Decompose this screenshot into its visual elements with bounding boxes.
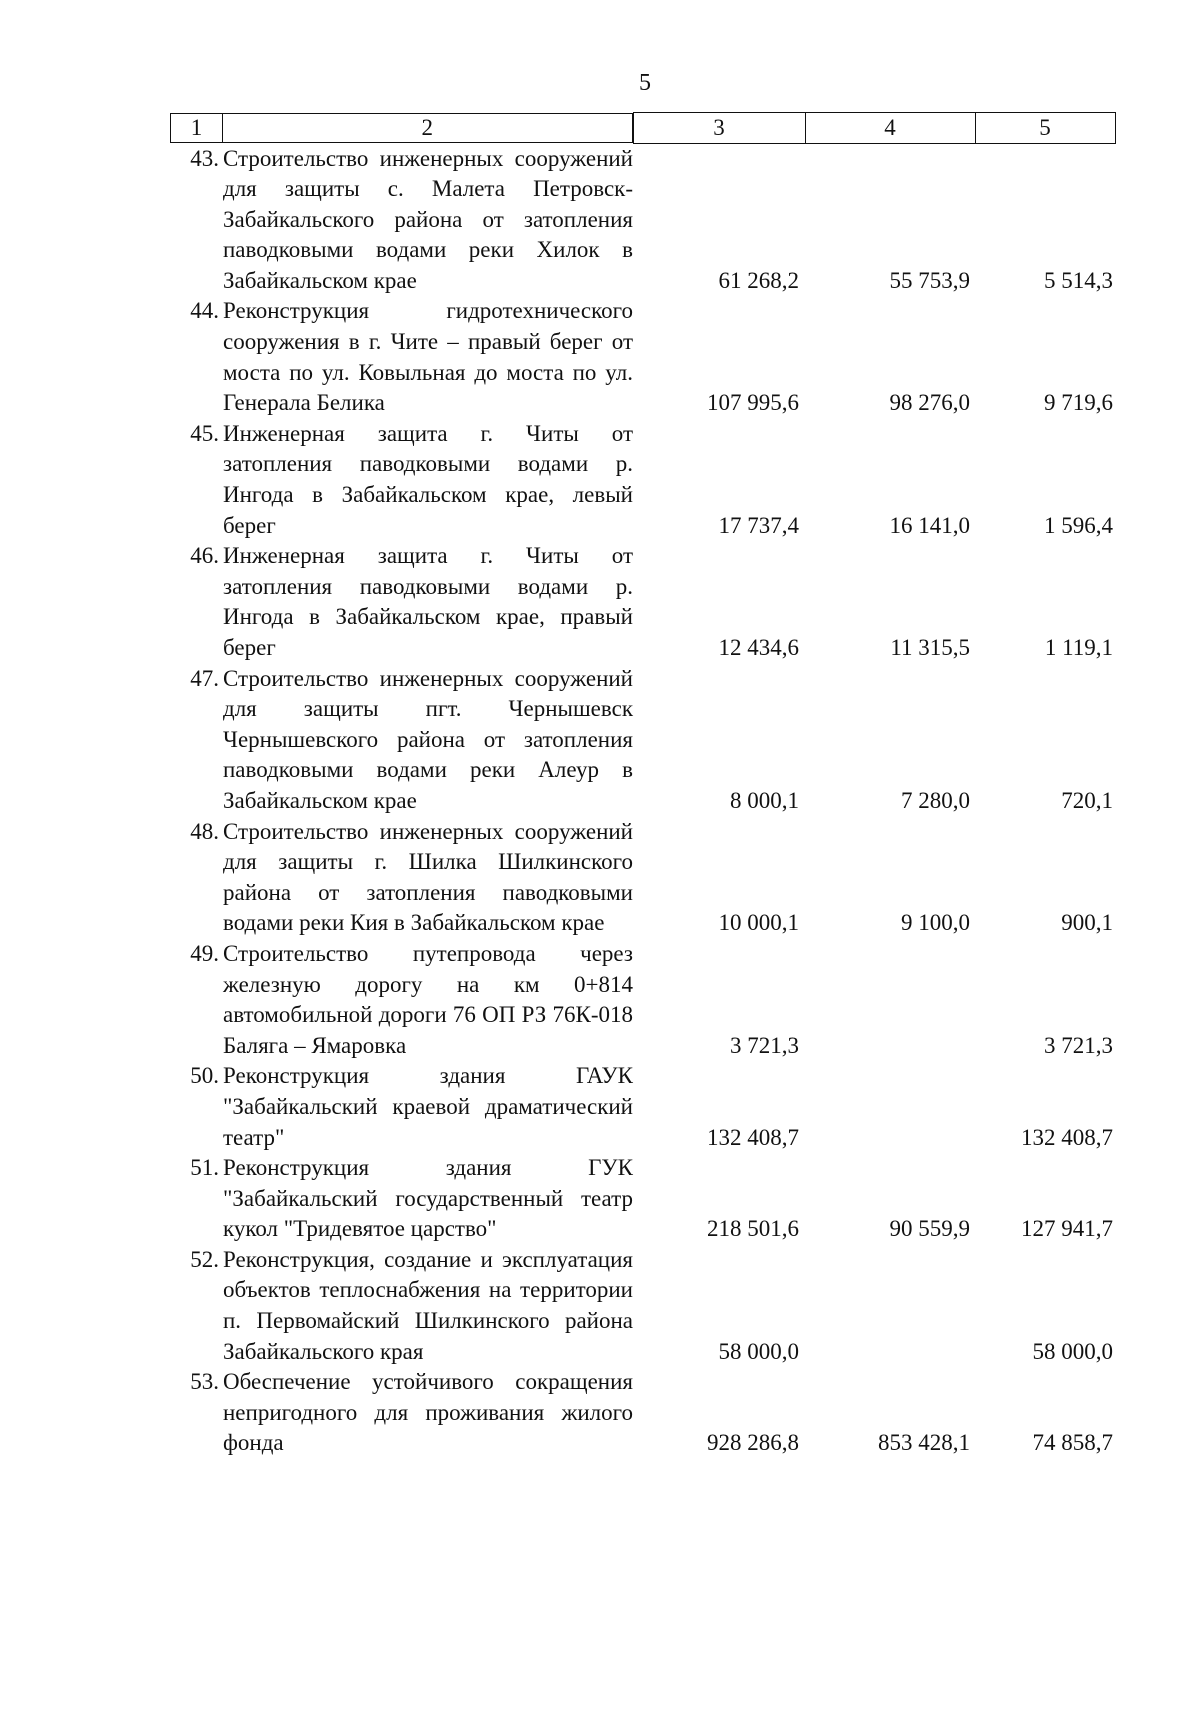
row-value-col4: 7 280,0	[901, 787, 970, 813]
row-name: Инженерная защита г. Читы от затопления паводковыми водами р. Ингода в Забайкальском крае, левый берег	[223, 420, 633, 538]
table-row	[170, 817, 1115, 939]
row-value-col4: 90 559,9	[889, 1216, 970, 1242]
row-name: Реконструкция здания ГУК "Забайкальский государственный театр кукол "Тридевятое царство"	[223, 1155, 633, 1242]
row-value-col5: 127 941,7	[1021, 1216, 1113, 1242]
header-cell-1-2-wrap	[170, 113, 633, 144]
row-value-col3: 12 434,6	[718, 635, 799, 660]
table-header	[170, 113, 1115, 144]
row-value-col4	[805, 939, 975, 1061]
row-number: 53.	[190, 1369, 219, 1395]
row-value-col3: 218 501,6	[707, 1216, 799, 1242]
header-col-2: 2	[222, 113, 633, 143]
row-number: 47.	[190, 665, 219, 691]
row-value-col3: 928 286,8	[707, 1430, 799, 1456]
header-col-5: 5	[975, 113, 1115, 144]
table-row	[170, 1367, 1115, 1459]
row-value-col5: 900,1	[1061, 910, 1113, 936]
row-value-col3: 8 000,1	[730, 787, 799, 813]
row-value-col5: 1 596,4	[1044, 512, 1113, 538]
header-row	[170, 113, 1115, 144]
row-value-col3: 58 000,0	[718, 1338, 799, 1364]
table-row	[170, 1061, 1115, 1153]
table-row	[170, 144, 1115, 297]
row-value-col4: 853 428,1	[878, 1430, 970, 1456]
row-value-col5: 58 000,0	[1032, 1338, 1113, 1364]
row-name: Строительство инженерных сооружений для защиты с. Малета Петровск-Забайкальского района от затопления паводковыми водами реки Хилок в Забайкальском крае	[223, 145, 633, 293]
funding-table	[170, 112, 1116, 1459]
row-value-col4	[805, 1061, 975, 1153]
row-number: 50.	[190, 1063, 219, 1089]
row-value-col3: 10 000,1	[718, 910, 799, 936]
row-value-col3: 132 408,7	[707, 1124, 799, 1150]
row-value-col5: 3 721,3	[1044, 1032, 1113, 1058]
row-number: 46.	[190, 543, 219, 569]
row-name: Строительство инженерных сооружений для защиты г. Шилка Шилкинского района от затопления паводковыми водами реки Кия в Забайкальском крае	[223, 818, 633, 936]
row-value-col5: 74 858,7	[1032, 1430, 1113, 1456]
row-value-col3: 3 721,3	[730, 1032, 799, 1058]
row-value-col5: 5 514,3	[1044, 267, 1113, 293]
row-name: Реконструкция гидротехнического сооружения в г. Чите – правый берег от моста по ул. Ковыльная до моста по ул. Генерала Белика	[223, 298, 633, 416]
row-value-col5: 720,1	[1061, 787, 1113, 813]
table-row	[170, 296, 1115, 418]
header-col-1: 1	[170, 113, 222, 143]
row-value-col4: 11 315,5	[890, 635, 970, 660]
row-name: Реконструкция здания ГАУК "Забайкальский краевой драматический театр"	[223, 1063, 633, 1150]
row-number: 49.	[190, 940, 219, 966]
row-number: 44.	[190, 298, 219, 324]
header-col-4: 4	[805, 113, 975, 144]
row-number: 51.	[190, 1155, 219, 1181]
row-value-col3: 61 268,2	[718, 267, 799, 293]
row-value-col5: 132 408,7	[1021, 1124, 1113, 1150]
row-number: 52.	[190, 1246, 219, 1272]
row-number: 43.	[190, 145, 219, 171]
row-value-col4: 55 753,9	[889, 267, 970, 293]
table-row	[170, 664, 1115, 817]
row-value-col3: 107 995,6	[707, 390, 799, 416]
row-value-col5: 1 119,1	[1044, 635, 1113, 660]
page-number: 5	[639, 70, 651, 96]
row-value-col4	[805, 1245, 975, 1367]
row-value-col4: 98 276,0	[889, 390, 970, 416]
row-name: Обеспечение устойчивого сокращения непригодного для проживания жилого фонда	[223, 1369, 633, 1456]
row-value-col5: 9 719,6	[1044, 390, 1113, 416]
table-row	[170, 939, 1115, 1061]
table-row	[170, 1245, 1115, 1367]
table-row	[170, 419, 1115, 541]
row-value-col3: 17 737,4	[718, 512, 799, 538]
row-value-col4: 9 100,0	[901, 910, 970, 936]
row-name: Инженерная защита г. Читы от затопления паводковыми водами р. Ингода в Забайкальском крае, правый берег	[223, 543, 633, 660]
row-value-col4: 16 141,0	[889, 512, 970, 538]
row-name: Строительство путепровода через железную дорогу на км 0+814 автомобильной дороги 76 ОП РЗ 76К-018 Баляга – Ямаровка	[223, 940, 633, 1058]
table-body	[170, 144, 1115, 1460]
row-name: Строительство инженерных сооружений для защиты пгт. Чернышевск Чернышевского района от затопления паводковыми водами реки Алеур в Забайкальском крае	[223, 665, 633, 813]
table-row	[170, 541, 1115, 663]
table-row	[170, 1153, 1115, 1245]
row-number: 48.	[190, 818, 219, 844]
row-number: 45.	[190, 420, 219, 446]
row-name: Реконструкция, создание и эксплуатация объектов теплоснабжения на территории п. Первомайский Шилкинского района Забайкальского края	[223, 1246, 633, 1364]
header-col-3: 3	[633, 113, 805, 144]
